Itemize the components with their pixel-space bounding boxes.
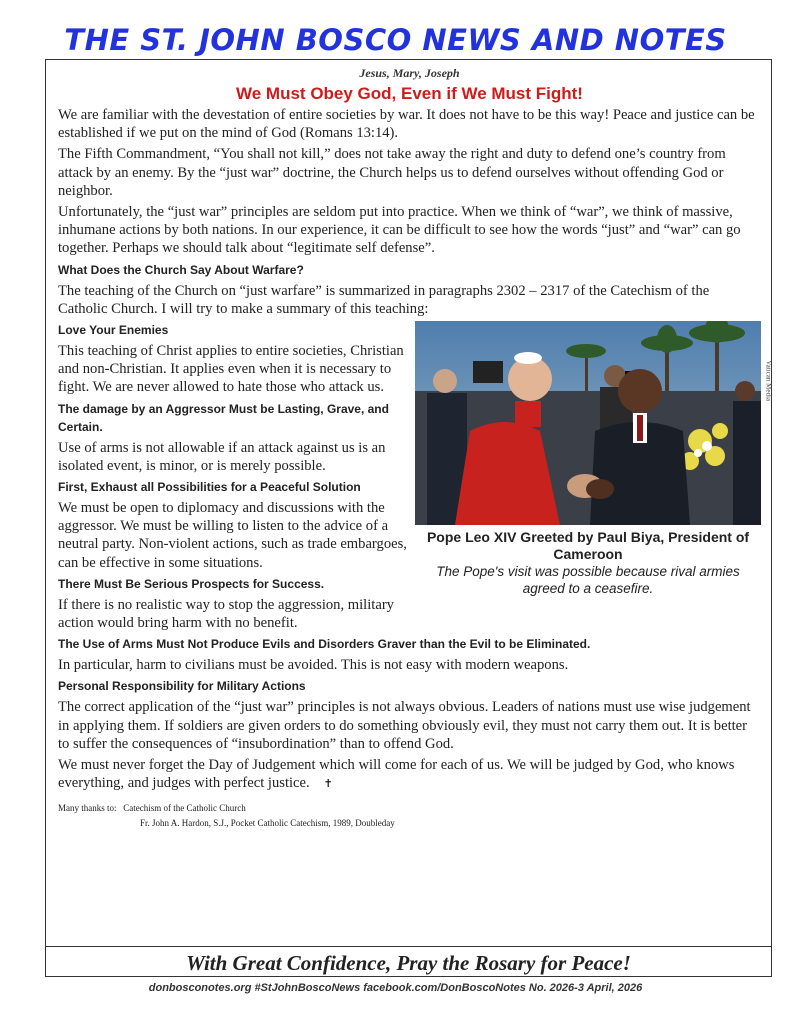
footer-info: donbosconotes.org #StJohnBoscoNews facebook.com/DonBoscoNotes No. 2026-3 April, 2026 [148,982,643,994]
article-headline: We Must Obey God, Even if We Must Fight! [236,84,583,103]
section-heading: There Must Be Serious Prospects for Success. [58,576,325,591]
photo-block [415,321,773,597]
section-heading: The Use of Arms Must Not Produce Evils and Disorders Graver than the Evil to be Eliminated. [58,637,591,652]
section-heading: The damage by an Aggressor Must be Lasting, Grave, and Certain. [58,401,389,434]
acknowledgements [58,801,761,831]
thanks-source: Fr. John A. Hardon, S.J., Pocket Catholic Catechism, 1989, Doubleday [140,818,395,829]
cross-icon: ✝ [323,778,333,791]
thanks-label: Many thanks to: [58,803,117,814]
section-heading: First, Exhaust all Possibilities for a Peaceful Solution [58,480,361,495]
article-frame [45,59,772,977]
intro-paragraph: The Fifth Commandment, “You shall not kill,” does not take away the right and duty to defend one’s country from attack by an enemy. By the “just war” doctrine, the Church helps us to defend ourselves without offending God or neighbor. [58,146,726,199]
article-body [58,64,773,831]
closing-paragraph [58,756,761,793]
photo-caption-title: Pope Leo XIV Greeted by Paul Biya, President of Cameroon [426,529,750,563]
footer-divider [46,946,771,947]
slogan: With Great Confidence, Pray the Rosary for Peace! [186,951,631,975]
thanks-source: Catechism of the Catholic Church [123,803,246,814]
section-text: Use of arms is not allowable if an attack against us is an isolated event, is minor, or is merely possible. [58,439,386,474]
intro-paragraph: We are familiar with the devestation of entire societies by war. It does not have to be this way! Peace and justice can be established if we put on the mind of God (Romans 13:14). [58,107,755,142]
section-heading: Love Your Enemies [58,323,169,338]
section-text: If there is no realistic way to stop the aggression, military action would bring harm with no benefit. [58,596,394,632]
section-text: This teaching of Christ applies to entire societies, Christian and non-Christian. It applies even when it is necessary to fight. We are never allowed to hate those who attack us. [58,343,404,396]
section-text: We must be open to diplomacy and discussions with the aggressor. We must be willing to listen to the advice of a neutral party. Non-violent actions, such as trade embargoes, can be effective in some situations. [58,500,407,571]
masthead-title: THE ST. JOHN BOSCO NEWS AND NOTES [64,23,727,57]
jmj-line: Jesus, Mary, Joseph [359,66,460,80]
section-text: The correct application of the “just war” principles is not always obvious. Leaders of nations must use wise judgement in applying them. If soldiers are given orders to do something obviously evil, they must not carry them out. It is better to suffer the consequences of “insubordination” than to offend God. [58,699,751,752]
section-heading: Personal Responsibility for Military Actions [58,679,306,694]
photo-caption-subtitle: The Pope's visit was possible because rival armies agreed to a ceasefire. [436,564,740,597]
intro-paragraph: Unfortunately, the “just war” principles are seldom put into practice. When we think of “war”, we think of massive, inhumane actions by both nations. In our experience, it can be difficult to see how the words “just” and “war” can go together. Perhaps we should talk about “legitimate self defense”. [58,204,741,257]
section-heading: What Does the Church Say About Warfare? [58,262,304,277]
closing-text: We must never forget the Day of Judgement which will come for each of us. We will be judged by God, who knows everything, and judges with perfect justice. [58,757,735,792]
section-text: In particular, harm to civilians must be avoided. This is not easy with modern weapons. [58,657,569,674]
section-text: The teaching of the Church on “just warfare” is summarized in paragraphs 2302 – 2317 of the Catechism of the Catholic Church. I will try to make a summary of this teaching: [58,282,710,317]
news-photo [415,321,761,525]
photo-credit: Vatican Media [765,360,773,402]
